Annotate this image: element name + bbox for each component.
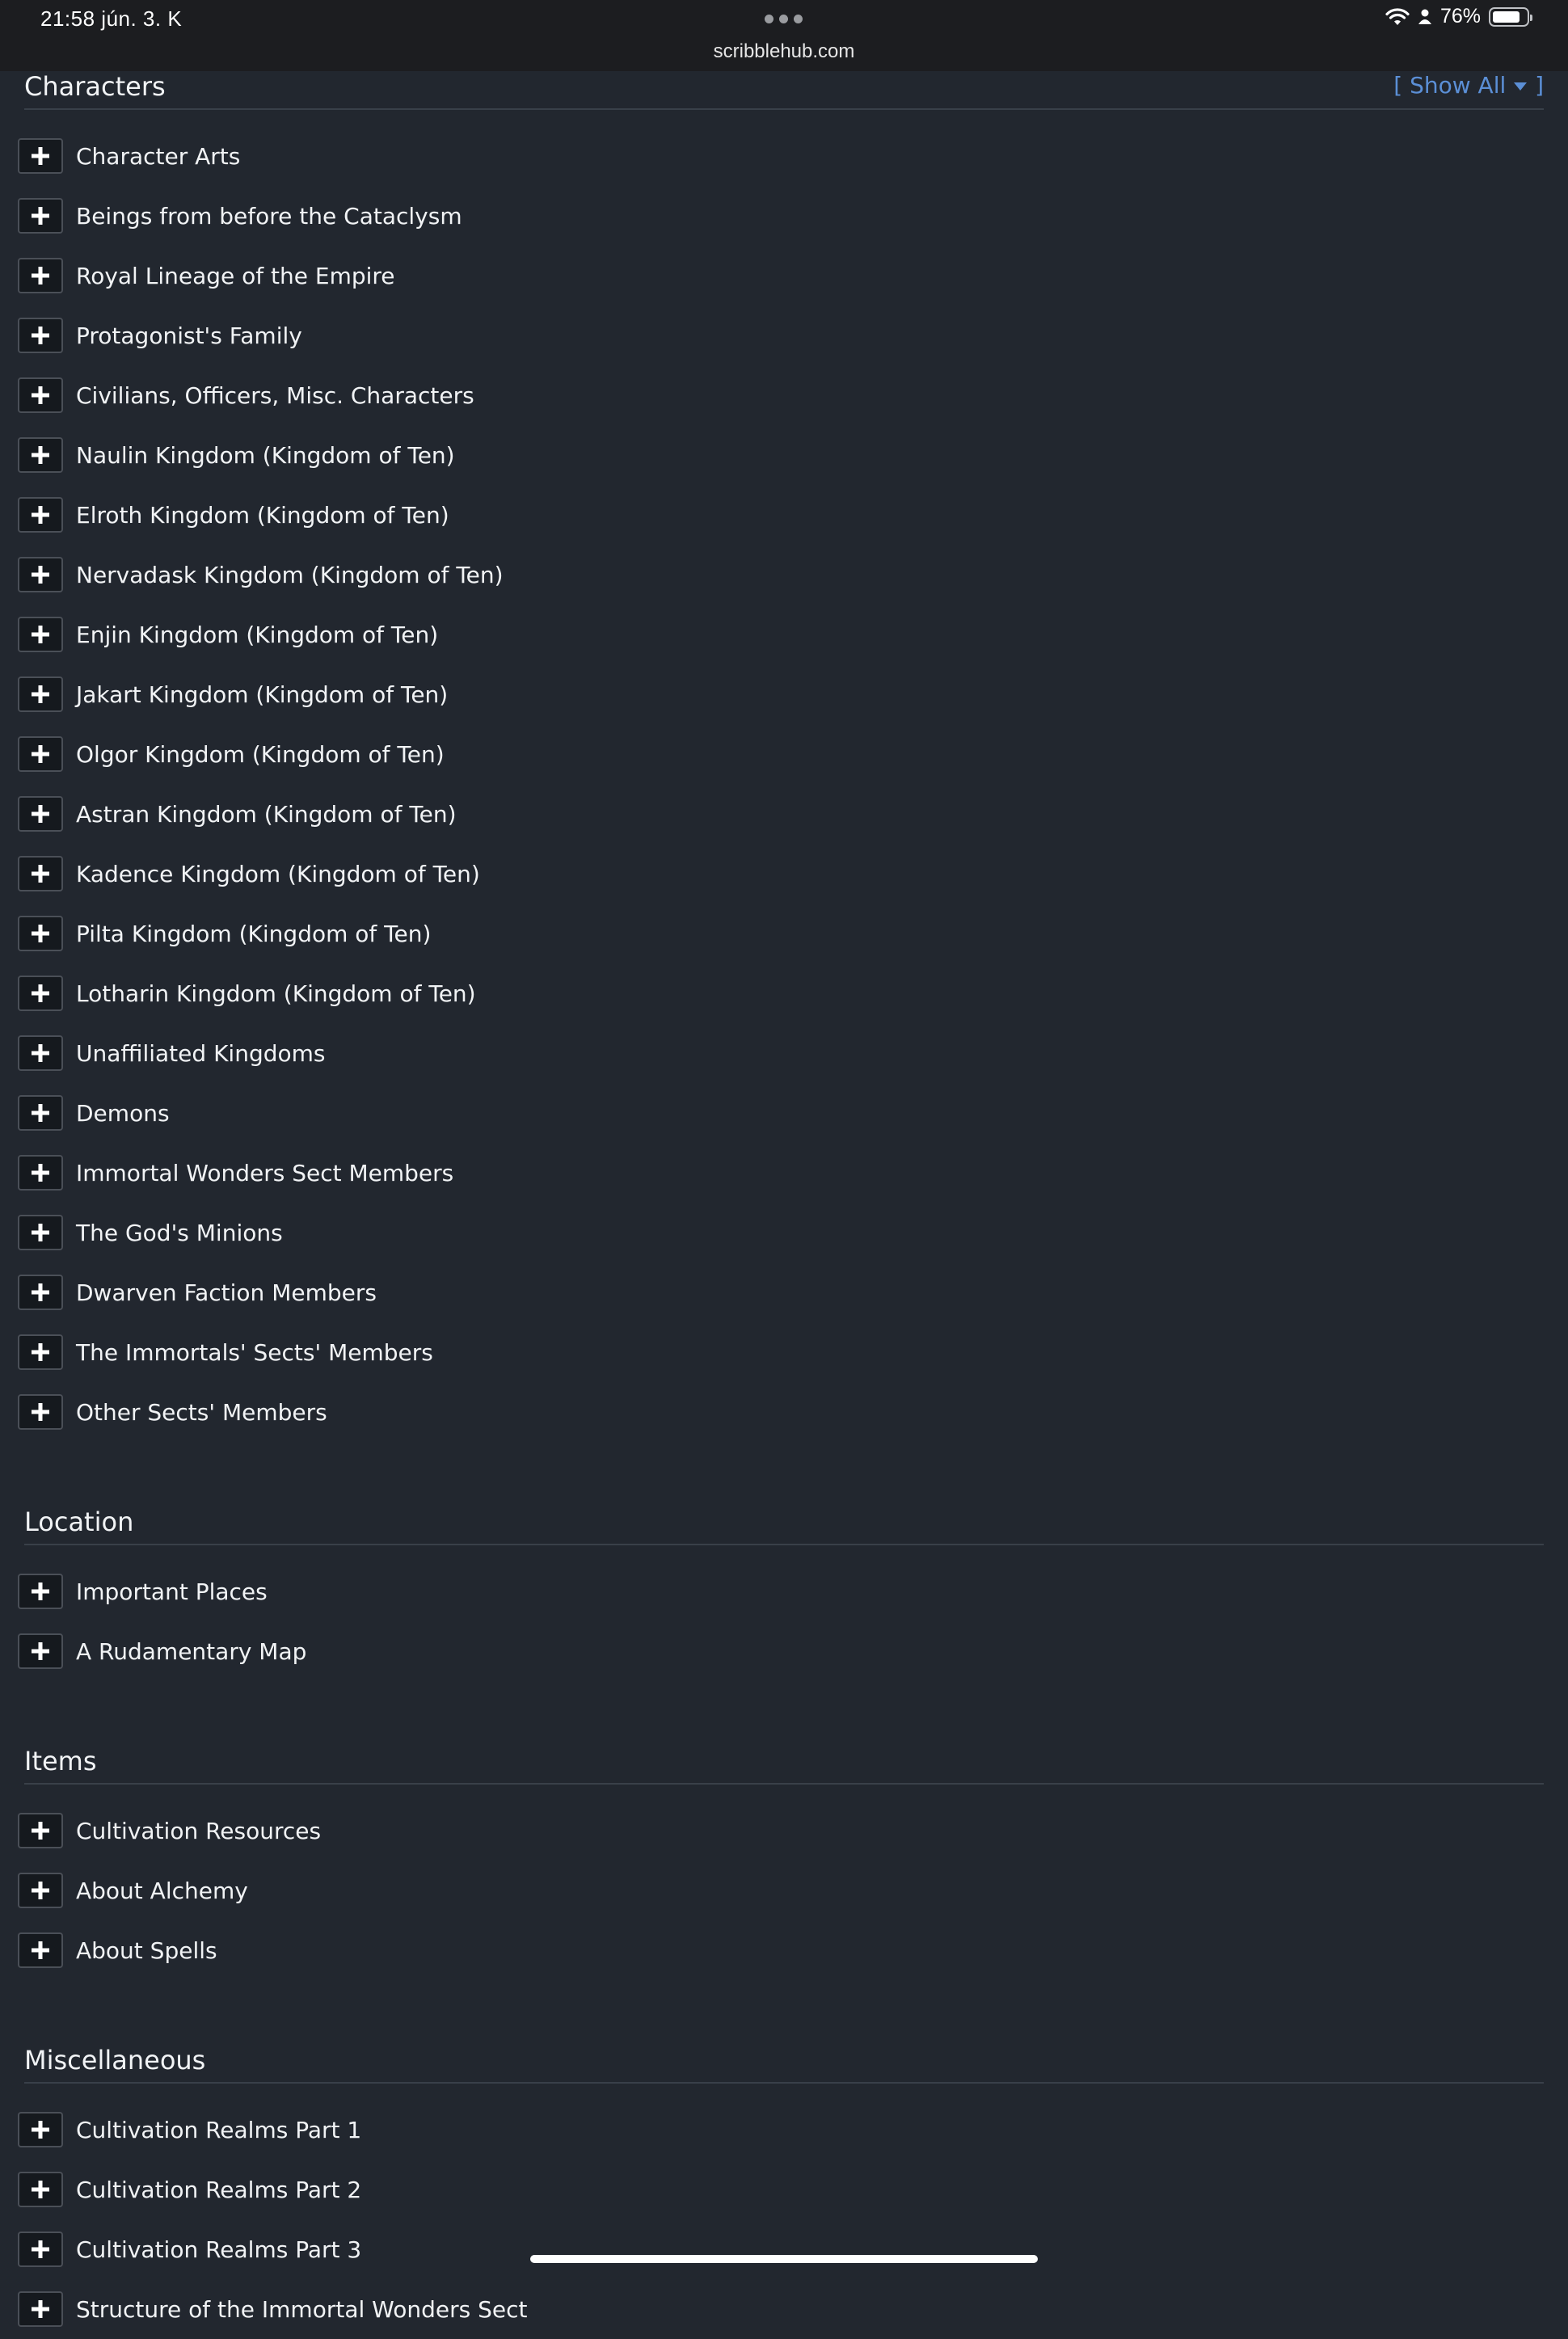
plus-icon[interactable]: [18, 1095, 63, 1131]
show-all-link[interactable]: [1393, 72, 1544, 99]
item-label[interactable]: The Immortals' Sects' Members: [76, 1338, 433, 1366]
list-item: [24, 186, 1544, 246]
item-label[interactable]: The God's Minions: [76, 1219, 283, 1246]
plus-icon[interactable]: [18, 1394, 63, 1430]
section-characters: [24, 71, 1544, 1442]
list-item: [24, 545, 1544, 605]
item-label[interactable]: Jakart Kingdom (Kingdom of Ten): [76, 681, 449, 708]
home-indicator[interactable]: [530, 2255, 1038, 2263]
item-label[interactable]: Lotharin Kingdom (Kingdom of Ten): [76, 980, 476, 1007]
list-item: [24, 2100, 1544, 2160]
list-item: [24, 2279, 1544, 2339]
plus-icon[interactable]: [18, 557, 63, 592]
plus-icon[interactable]: [18, 2112, 63, 2147]
plus-icon[interactable]: [18, 2172, 63, 2207]
plus-icon[interactable]: [18, 1155, 63, 1191]
plus-icon[interactable]: [18, 318, 63, 353]
list-item: [24, 1203, 1544, 1262]
plus-icon[interactable]: [18, 2232, 63, 2267]
section-miscellaneous: [24, 2045, 1544, 2339]
item-label[interactable]: Protagonist's Family: [76, 322, 302, 349]
item-label[interactable]: Demons: [76, 1099, 170, 1127]
list-item: [24, 1561, 1544, 1621]
battery-percent: 76%: [1439, 5, 1481, 27]
item-label[interactable]: Cultivation Realms Part 1: [76, 2116, 362, 2143]
item-label[interactable]: Enjin Kingdom (Kingdom of Ten): [76, 621, 439, 648]
list-item: [24, 1262, 1544, 1322]
plus-icon[interactable]: [18, 377, 63, 413]
person-icon: [1418, 8, 1432, 26]
plus-icon[interactable]: [18, 1215, 63, 1250]
plus-icon[interactable]: [18, 736, 63, 772]
list-item: [24, 904, 1544, 963]
item-label[interactable]: Elroth Kingdom (Kingdom of Ten): [76, 501, 449, 529]
section-title: Characters: [24, 71, 166, 102]
list-item: [24, 246, 1544, 306]
section-header: [24, 2045, 1544, 2084]
plus-icon[interactable]: [18, 258, 63, 293]
list-item: [24, 2160, 1544, 2219]
plus-icon[interactable]: [18, 138, 63, 174]
section-header: [24, 1507, 1544, 1545]
plus-icon[interactable]: [18, 2291, 63, 2327]
section-title: Items: [24, 1746, 97, 1776]
list-item: [24, 1920, 1544, 1980]
plus-icon[interactable]: [18, 198, 63, 234]
item-label[interactable]: Unaffiliated Kingdoms: [76, 1039, 326, 1067]
item-label[interactable]: Kadence Kingdom (Kingdom of Ten): [76, 860, 480, 887]
list-item: [24, 724, 1544, 784]
plus-icon[interactable]: [18, 976, 63, 1011]
item-label[interactable]: Cultivation Realms Part 2: [76, 2176, 362, 2203]
plus-icon[interactable]: [18, 1574, 63, 1609]
list-item: [24, 1083, 1544, 1143]
status-indicators: [1385, 5, 1529, 28]
list-item: [24, 664, 1544, 724]
plus-icon[interactable]: [18, 617, 63, 652]
section-header: [24, 1746, 1544, 1785]
item-label[interactable]: Olgor Kingdom (Kingdom of Ten): [76, 740, 445, 768]
list-item: [24, 1801, 1544, 1861]
list-item: [24, 365, 1544, 425]
plus-icon[interactable]: [18, 1275, 63, 1310]
section-location: [24, 1507, 1544, 1681]
list-item: [24, 1382, 1544, 1442]
plus-icon[interactable]: [18, 676, 63, 712]
glossary-content: [24, 71, 1544, 2339]
item-label[interactable]: About Alchemy: [76, 1877, 248, 1904]
item-label[interactable]: Immortal Wonders Sect Members: [76, 1159, 454, 1186]
multitasking-dots-icon[interactable]: [765, 15, 803, 23]
item-label[interactable]: Dwarven Faction Members: [76, 1279, 377, 1306]
item-label[interactable]: Important Places: [76, 1578, 268, 1605]
address-url[interactable]: scribblehub.com: [713, 40, 855, 62]
list-item: [24, 1621, 1544, 1681]
item-label[interactable]: Astran Kingdom (Kingdom of Ten): [76, 800, 457, 828]
show-all-label: [ Show All: [1393, 72, 1514, 99]
item-label[interactable]: Cultivation Realms Part 3: [76, 2236, 362, 2263]
caret-down-icon: [1513, 82, 1528, 91]
list-item: [24, 485, 1544, 545]
plus-icon[interactable]: [18, 497, 63, 533]
battery-icon: [1489, 7, 1529, 27]
wifi-icon: [1385, 7, 1410, 27]
show-all-bracket: ]: [1528, 72, 1544, 99]
plus-icon[interactable]: [18, 916, 63, 951]
plus-icon[interactable]: [18, 1813, 63, 1848]
list-item: [24, 1023, 1544, 1083]
plus-icon[interactable]: [18, 1035, 63, 1071]
item-label[interactable]: Other Sects' Members: [76, 1398, 327, 1426]
item-label[interactable]: Structure of the Immortal Wonders Sect: [76, 2295, 528, 2323]
list-item: [24, 1861, 1544, 1920]
list-item: [24, 605, 1544, 664]
item-label[interactable]: Civilians, Officers, Misc. Characters: [76, 381, 474, 409]
plus-icon[interactable]: [18, 1932, 63, 1968]
item-label[interactable]: Royal Lineage of the Empire: [76, 262, 395, 289]
plus-icon[interactable]: [18, 437, 63, 473]
section-title: Miscellaneous: [24, 2045, 206, 2076]
plus-icon[interactable]: [18, 856, 63, 891]
item-label[interactable]: Character Arts: [76, 142, 241, 170]
plus-icon[interactable]: [18, 1334, 63, 1370]
list-item: [24, 784, 1544, 844]
item-label[interactable]: Naulin Kingdom (Kingdom of Ten): [76, 441, 455, 469]
item-label[interactable]: Nervadask Kingdom (Kingdom of Ten): [76, 561, 504, 588]
status-time: 21:58 jún. 3. K: [40, 6, 183, 31]
section-items: [24, 1746, 1544, 1980]
item-label[interactable]: A Rudamentary Map: [76, 1637, 307, 1665]
list-item: [24, 844, 1544, 904]
item-label[interactable]: About Spells: [76, 1937, 217, 1964]
item-label[interactable]: Beings from before the Cataclysm: [76, 202, 462, 230]
list-item: [24, 2219, 1544, 2279]
item-label[interactable]: Cultivation Resources: [76, 1817, 322, 1844]
section-title: Location: [24, 1507, 134, 1537]
status-bar: [0, 0, 1568, 71]
list-item: [24, 425, 1544, 485]
list-item: [24, 1322, 1544, 1382]
list-item: [24, 306, 1544, 365]
list-item: [24, 126, 1544, 186]
plus-icon[interactable]: [18, 1633, 63, 1669]
list-item: [24, 963, 1544, 1023]
plus-icon[interactable]: [18, 796, 63, 832]
item-label[interactable]: Pilta Kingdom (Kingdom of Ten): [76, 920, 432, 947]
section-header: [24, 71, 1544, 110]
list-item: [24, 1143, 1544, 1203]
plus-icon[interactable]: [18, 1873, 63, 1908]
